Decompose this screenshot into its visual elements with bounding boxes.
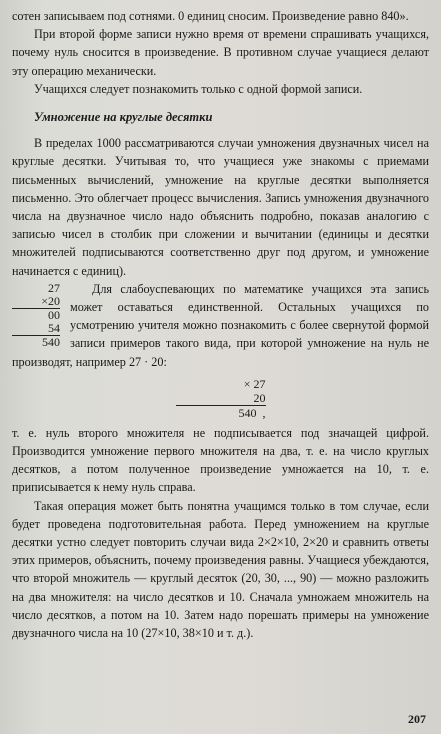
multiplicand: × 27 bbox=[243, 376, 266, 391]
product: 540 bbox=[42, 334, 60, 349]
partial-product: 54 bbox=[12, 322, 60, 336]
partial-product: 00 bbox=[48, 307, 60, 322]
paragraph: сотен записываем под сотнями. 0 единиц сносим. Произведение равно 840». bbox=[12, 9, 409, 23]
product-value: 540 bbox=[238, 405, 257, 420]
paragraph: Для слабоуспевающих по математике учащихся эта запись может оставаться единственной. Остальных учащихся по усмотрению учителя можно познакомить с более свернутой формой записи примеров такого вида, при которой умножение на нуль не производят, например 27 · 20: bbox=[12, 281, 429, 369]
paragraph: Учащихся следует познакомить только с одной формой записи. bbox=[34, 81, 363, 96]
multiplicand: 27 bbox=[48, 280, 60, 295]
section-heading: Умножение на круглые десятки bbox=[34, 110, 213, 125]
product bbox=[176, 406, 266, 420]
paragraph: При второй форме записи нужно время от времени спрашивать учащихся, почему нуль сносится в произведение. В противном случае учащиеся делают эту операцию механически. bbox=[12, 27, 429, 78]
paragraph: Такая операция может быть понятна учащимся только в том случае, если будет проведена подготовительная работа. Перед умножением на круглые десятки устно следует повторить случаи вида 2×2×10, 2×20 и сравнить ответы этих примеров, объяснить, почему произведения равны. Учащиеся убеждаются, что второй множитель — круглый десяток (20, 30, ..., 90) — можно разложить на два множителя: на число десятков и 10. Сначала умножаем множитель на число десятков, а потом на 10. Затем надо порешать примеры на умножение двузначного числа на 10 (27×10, 38×10 и т. д.). bbox=[12, 498, 429, 641]
compact-multiplication bbox=[176, 377, 266, 420]
multiplier: 20 bbox=[176, 391, 266, 406]
multiplier: ×20 bbox=[12, 295, 60, 309]
paragraph: В пределах 1000 рассматриваются случаи умножения двузначных чисел на круглые десятки. Учитывая то, что учащиеся уже знакомы с приемами письменных вычислений, умножение на круглые десятки выполняется письменно. Это облегчает процесс вычисления. Запись умножения двузначного числа на двузначное число надо объяснить подробно, показав аналогию с записью чисел в столбик при сложении и вычитании (единицы и десятки множителей подписываются соответственно друг под другом, и умножение начинается с единиц). bbox=[12, 136, 429, 278]
page-number: 207 bbox=[408, 712, 426, 726]
paragraph: т. е. нуль второго множителя не подписывается под значащей цифрой. Производится умножение первого множителя на два, т. е. на число круглых десятков, а потом полученное произведение умножается на 10, т. е. приписывается к нему нуль справа. bbox=[12, 425, 429, 495]
column-multiplication bbox=[12, 282, 60, 349]
page-text bbox=[12, 7, 429, 642]
comma: , bbox=[262, 405, 266, 420]
